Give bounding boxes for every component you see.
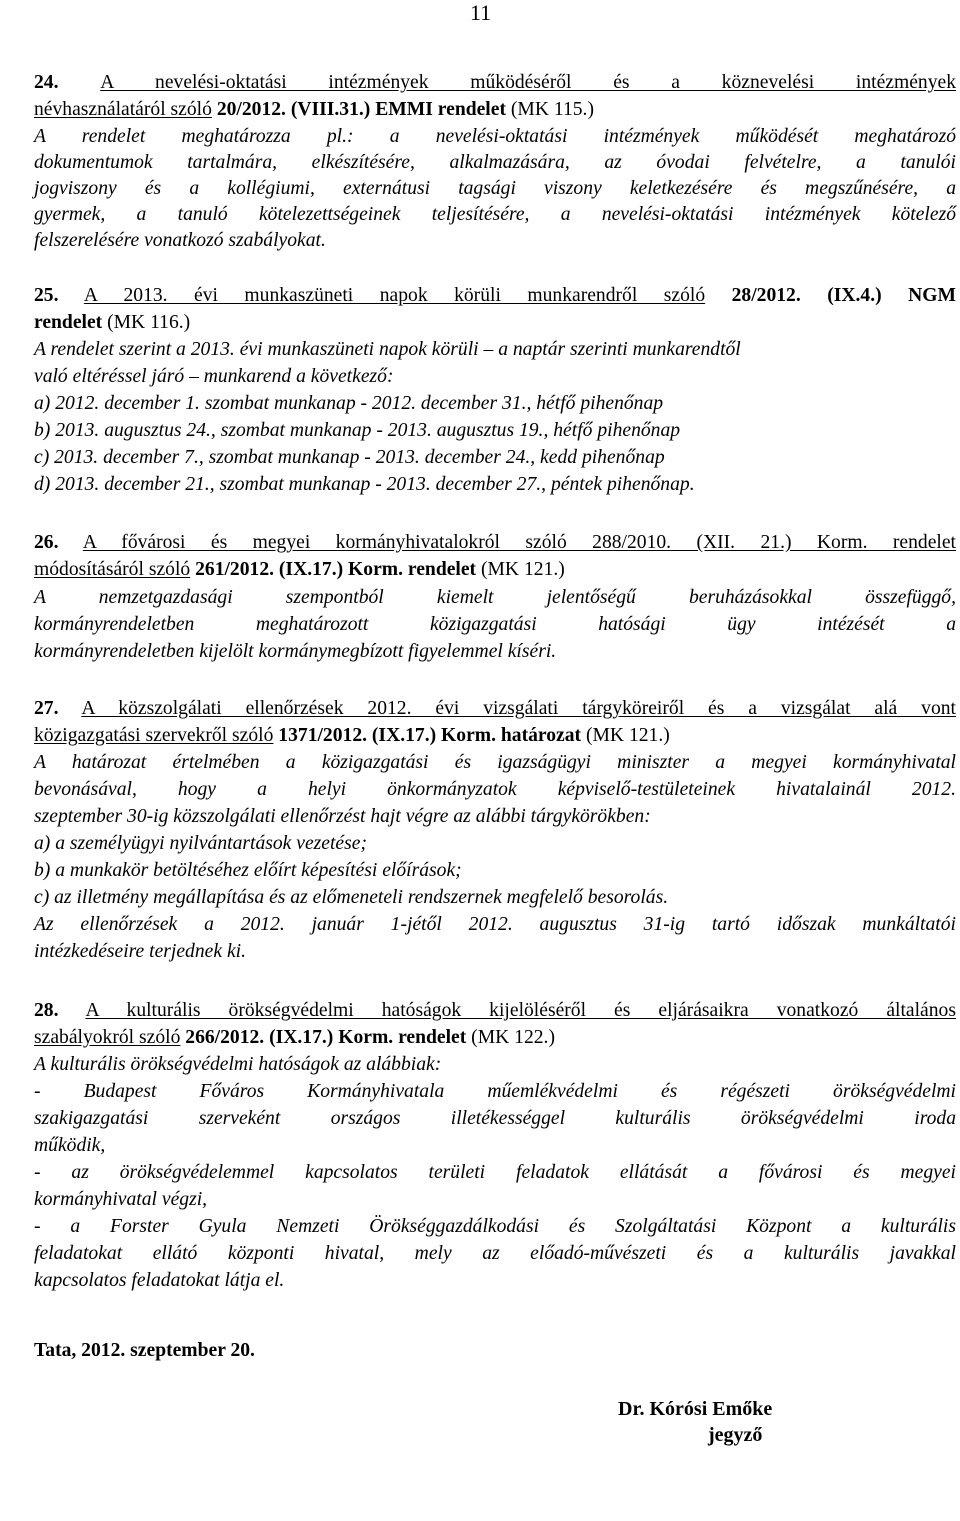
body-line: kormányhivatal végzi, (34, 1189, 208, 1210)
page-number: 11 (470, 0, 492, 25)
body-line: jogviszony és a kollégiumi, externátusi tagsági viszony keletkezésére és megszűnésére, a (34, 178, 956, 199)
body-line: feladatokat ellátó központi hivatal, mely az előadó-művészeti és a kulturális javakkal (34, 1243, 956, 1264)
item-27-heading-line-2 (34, 723, 956, 749)
body-line: szeptember 30-ig közszolgálati ellenőrzést hajt végre az alábbi tárgykörökben: (34, 806, 651, 827)
body-line: A kulturális örökségvédelmi hatóságok az alábbiak: (34, 1054, 442, 1075)
body-line: kapcsolatos feladatokat látja el. (34, 1270, 285, 1291)
schedule-line: a) 2012. december 1. szombat munkanap - 2012. december 31., hétfő pihenőnap (34, 393, 664, 414)
legal-reference: 20/2012. (VIII.31.) EMMI rendelet (216, 99, 506, 120)
gazette-source: (MK 122.) (471, 1027, 555, 1048)
item-number: 27. (34, 698, 59, 719)
item-28-heading-line-2 (34, 1025, 956, 1051)
legal-reference: 1371/2012. (IX.17.) Korm. határozat (278, 725, 582, 746)
body-line: kormányrendeletben meghatározott közigazgatási hatósági ügy intézését a (34, 614, 956, 635)
body-line: gyermek, a tanuló kötelezettségeinek teljesítésére, a nevelési-oktatási intézmények kötelező (34, 204, 956, 225)
body-line: - Budapest Főváros Kormányhivatala műemlékvédelmi és régészeti örökségvédelmi (34, 1081, 956, 1102)
body-line: intézkedéseire terjednek ki. (34, 941, 246, 962)
gazette-source: (MK 116.) (107, 312, 191, 333)
body-line: Az ellenőrzések a 2012. január 1-jétől 2012. augusztus 31-ig tartó időszak munkáltatói (34, 914, 956, 935)
item-title: A közszolgálati ellenőrzések 2012. évi vizsgálati tárgyköreiről és a vizsgálat alá vont (81, 698, 956, 719)
body-line: A rendelet szerint a 2013. évi munkaszüneti napok körüli – a naptár szerinti munkarendtől (34, 339, 741, 360)
signer-title: jegyző (708, 1424, 763, 1446)
list-line: b) a munkakör betöltéséhez előírt képesítési előírások; (34, 860, 462, 881)
item-26-heading-line-2 (34, 557, 956, 583)
item-26-heading-line-1 (34, 530, 956, 556)
item-number: 26. (34, 532, 59, 553)
body-line: kormányrendeletben kijelölt kormánymegbízott figyelemmel kíséri. (34, 641, 557, 662)
body-line: való eltéréssel járó – munkarend a következő: (34, 366, 394, 387)
body-line: A határozat értelmében a közigazgatási és igazságügyi miniszter a megyei kormányhivatal (34, 752, 956, 773)
list-line: a) a személyügyi nyilvántartások vezetése; (34, 833, 367, 854)
body-line: szakigazgatási szerveként országos illetékességgel kulturális örökségvédelmi iroda (34, 1108, 956, 1129)
schedule-line: d) 2013. december 21., szombat munkanap - 2013. december 27., péntek pihenőnap. (34, 474, 695, 495)
schedule-line: b) 2013. augusztus 24., szombat munkanap - 2013. augusztus 19., hétfő pihenőnap (34, 420, 681, 441)
schedule-line: c) 2013. december 7., szombat munkanap - 2013. december 24., kedd pihenőnap (34, 447, 665, 468)
body-line: dokumentumok tartalmára, elkészítésére, alkalmazására, az óvodai felvételre, a tanulói (34, 152, 956, 173)
body-line: A nemzetgazdasági szempontból kiemelt jelentőségű beruházásokkal összefüggő, (34, 587, 956, 608)
legal-reference: 266/2012. (IX.17.) Korm. rendelet (185, 1027, 467, 1048)
signer-name: Dr. Kórósi Emőke (618, 1398, 773, 1420)
body-line: felszerelésére vonatkozó szabályokat. (34, 230, 326, 251)
body-line: A rendelet meghatározza pl.: a nevelési-oktatási intézmények működését meghatározó (34, 126, 956, 147)
item-24-heading-line-1 (34, 70, 956, 96)
item-title: A 2013. évi munkaszüneti napok körüli munkarendről szóló (83, 285, 706, 306)
list-line: c) az illetmény megállapítása és az előmeneteli rendszernek megfelelő besorolás. (34, 887, 669, 908)
gazette-source: (MK 115.) (510, 99, 594, 120)
item-24-heading-line-2 (34, 97, 956, 123)
item-number: 28. (34, 1000, 59, 1021)
gazette-source: (MK 121.) (585, 725, 670, 746)
item-title-cont: módosításáról szóló (34, 559, 191, 580)
legal-reference: 261/2012. (IX.17.) Korm. rendelet (195, 559, 477, 580)
legal-reference-cont: rendelet (34, 312, 103, 333)
body-line: - az örökségvédelemmel kapcsolatos területi feladatok ellátását a fővárosi és megyei (34, 1162, 956, 1183)
item-25-heading-line-2 (34, 310, 956, 336)
body-line: bevonásával, hogy a helyi önkormányzatok képviselő-testületeinek hivatalainál 2012. (34, 779, 956, 800)
legal-reference: 28/2012. (IX.4.) NGM (731, 285, 956, 306)
item-title-cont: szabályokról szóló (34, 1027, 181, 1048)
item-number: 24. (34, 72, 59, 93)
item-28-heading-line-1 (34, 998, 956, 1024)
item-27-heading-line-1 (34, 696, 956, 722)
item-title-cont: névhasználatáról szóló (34, 99, 212, 120)
body-line: - a Forster Gyula Nemzeti Örökséggazdálkodási és Szolgáltatási Központ a kulturális (34, 1216, 956, 1237)
gazette-source: (MK 121.) (480, 559, 565, 580)
place-date: Tata, 2012. szeptember 20. (34, 1340, 255, 1361)
item-title: A kulturális örökségvédelmi hatóságok kijelöléséről és eljárásaikra vonatkozó általános (85, 1000, 956, 1021)
item-title: A fővárosi és megyei kormányhivatalokról szóló 288/2010. (XII. 21.) Korm. rendelet (82, 532, 956, 553)
item-25-heading-line-1 (34, 283, 956, 309)
body-line: működik, (34, 1135, 106, 1156)
item-number: 25. (34, 285, 59, 306)
item-title: A nevelési-oktatási intézmények működéséről és a köznevelési intézmények (100, 72, 956, 93)
item-title-cont: közigazgatási szervekről szóló (34, 725, 274, 746)
